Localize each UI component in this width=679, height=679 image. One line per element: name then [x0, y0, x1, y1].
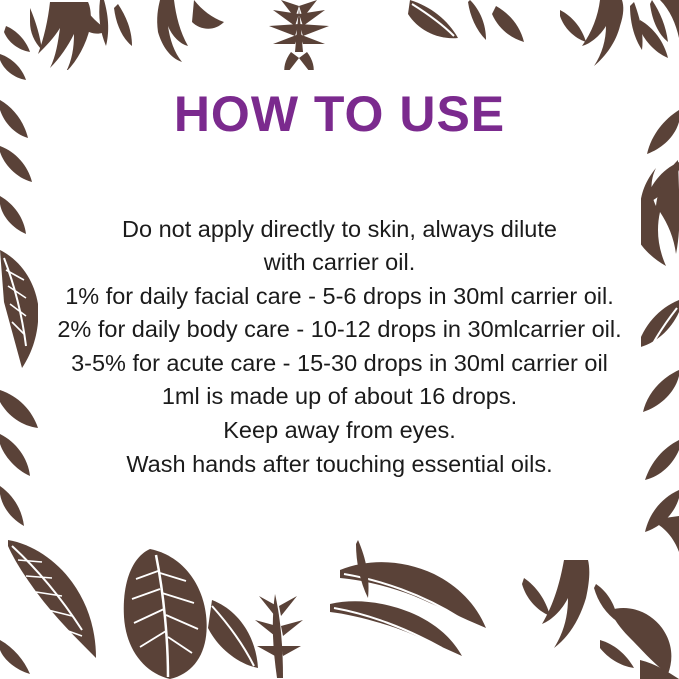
instruction-line: 2% for daily body care - 10-12 drops in 30mlcarrier oil.: [57, 316, 622, 343]
instruction-line: 3-5% for acute care - 15-30 drops in 30ml carrier oil: [71, 349, 608, 376]
instruction-line: with carrier oil.: [263, 249, 416, 276]
instruction-line: 1ml is made up of about 16 drops.: [161, 383, 518, 410]
instruction-line: Keep away from eyes.: [223, 417, 456, 444]
instruction-line: Wash hands after touching essential oils.: [126, 450, 553, 477]
instructions-text: [38, 213, 641, 482]
content-panel: [38, 70, 641, 518]
instruction-line: 1% for daily facial care - 5-6 drops in 30ml carrier oil.: [65, 282, 614, 309]
page-title: HOW TO USE: [173, 86, 506, 142]
instruction-line: Do not apply directly to skin, always dilute: [122, 215, 557, 242]
